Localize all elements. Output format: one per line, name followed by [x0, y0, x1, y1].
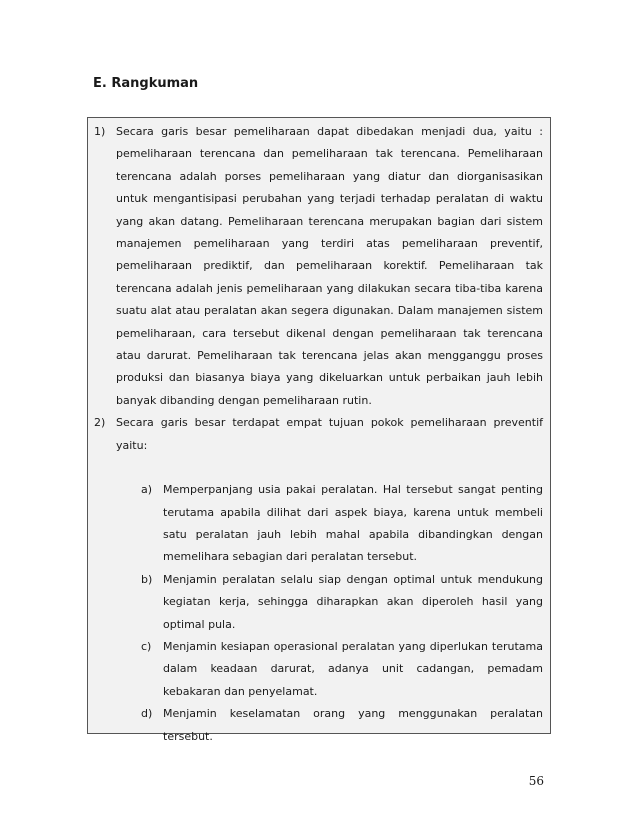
list-item-text: Secara garis besar pemeliharaan dapat dibedakan menjadi dua, yaitu : pemeliharaan terencana dan pemeliharaan tak terencana. Pemeliharaan terencana adalah porses pemeliharaan yang diatur dan diorganisasikan untuk mengantisipasi perubahan yang terjadi terhadap peralatan di waktu yang akan datang. Pemeliharaan terencana merupakan bagian dari sistem manajemen pemeliharaan yang terdiri atas pemeliharaan preventif, pemeliharaan prediktif, dan pemeliharaan korektif. Pemeliharaan tak terencana adalah jenis pemeliharaan yang dilakukan secara tiba-tiba karena suatu alat atau peralatan akan segera digunakan. Dalam manajemen sistem pemeliharaan, cara tersebut dikenal dengan pemeliharaan tak terencana atau darurat. Pemeliharaan tak terencana jelas akan mengganggu proses produksi dan biasanya biaya yang dikeluarkan untuk perbaikan jauh lebih banyak dibanding dengan pemeliharaan rutin.: [116, 125, 543, 407]
sub-item-text: Menjamin kesiapan operasional peralatan yang diperlukan terutama dalam keadaan darurat, adanya unit cadangan, pemadam kebakaran dan penyelamat.: [163, 639, 543, 698]
sub-item-c: [141, 636, 543, 703]
sub-item-letter: b): [141, 572, 153, 586]
sub-item-text: Menjamin peralatan selalu siap dengan optimal untuk mendukung kegiatan kerja, sehingga diharapkan akan diperoleh hasil yang optimal pula.: [163, 572, 543, 631]
sub-item-letter: d): [141, 707, 153, 721]
list-number: 2): [94, 416, 106, 430]
sub-item-a: [141, 479, 543, 569]
section-title: E. Rangkuman: [93, 76, 199, 91]
list-number: 1): [94, 125, 106, 138]
page-number: 56: [528, 774, 544, 788]
sub-list: [94, 479, 543, 748]
sub-item-d: [141, 703, 543, 748]
summary-box: [87, 117, 551, 743]
list-item-text: Secara garis besar terdapat empat tujuan pokok pemeliharaan preventif yaitu:: [116, 416, 543, 452]
list-item-2: [94, 412, 543, 457]
list-item-1: [94, 121, 543, 412]
sub-item-letter: c): [141, 639, 152, 653]
sub-item-letter: a): [141, 483, 153, 497]
sub-item-text: Memperpanjang usia pakai peralatan. Hal tersebut sangat penting terutama apabila dilihat dari aspek biaya, karena untuk membeli satu peralatan jauh lebih mahal apabila dibandingkan dengan memelihara sebagian dari peralatan tersebut.: [163, 483, 543, 564]
sub-item-b: [141, 569, 543, 636]
sub-item-text: Menjamin keselamatan orang yang menggunakan peralatan tersebut.: [163, 707, 543, 743]
